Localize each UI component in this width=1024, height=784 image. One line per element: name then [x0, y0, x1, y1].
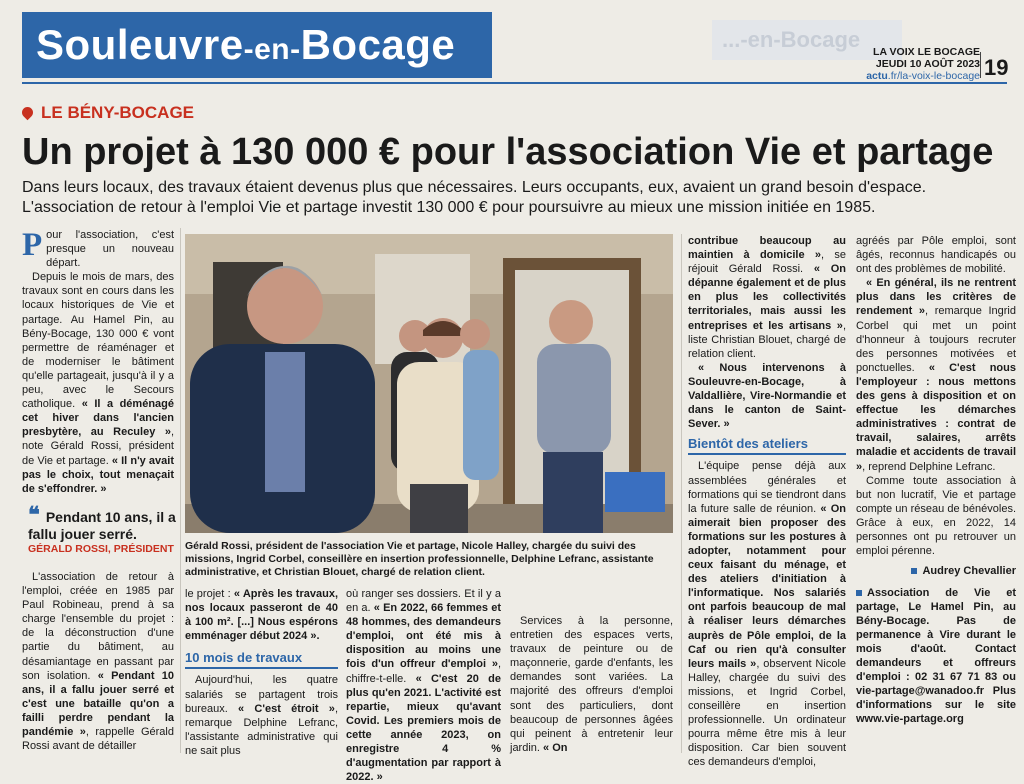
article-column-5: [856, 234, 1016, 726]
author-name: Audrey Chevallier: [922, 565, 1016, 578]
col2-p1: le projet :: [185, 588, 231, 600]
col4-p1-mid: , se réjouit Gérald Rossi.: [688, 249, 846, 276]
headline: Un projet à 130 000 € pour l'association Vie et partage: [22, 131, 994, 173]
col5-p2-quote2: « C'est nous l'employeur : nous mettons des gens à disposition et on effectue les démarches administratives : contrat de travail, salaires, arrêts maladie et accidents de travail »: [856, 361, 1016, 473]
col2-p2: Aujourd'hui, les quatre salariés se partagent trois bureaux.: [185, 674, 338, 715]
article-column-4: [688, 234, 846, 769]
pull-quote-text: Pendant 10 ans, il a fallu jouer serré.: [28, 509, 176, 542]
col4-p3-quote: « On aimerait bien proposer des formations sur les postures à adopter, notamment pour ceux faisant du ménage, et des ateliers d'initiation à l'informatique. Nos salariés ont parfois beaucoup de mal à réaliser leurs démarches auprès de Pôle emploi, de la Caf ou rien qu'à consulter leurs mails »: [688, 502, 846, 670]
site-rest: .fr/la-voix-le-bocage: [887, 70, 980, 82]
section-title-part1: Souleuvre: [36, 21, 244, 68]
col1-p2: Depuis le mois de mars, des travaux sont en cours dans les locaux historiques de Vie et partage. Au Hamel Pin, au Bény-Bocage, 130 000 € vont permettre de réaménager et de moderniser le bâtiment qu'elle partageait, jusqu'à il y a peu, avec le Secours catholique.: [22, 271, 174, 411]
col3-p1-mid: , chiffre-t-elle.: [346, 658, 501, 685]
col4-p3: L'équipe pense déjà aux assemblées générales et formations qui se tiendront dans la future salle de réunion.: [688, 460, 846, 515]
subhead-rule: [185, 667, 338, 669]
col4-p1-quote: contribue beaucoup au maintien à domicile »: [688, 235, 846, 262]
column-divider: [180, 228, 181, 753]
col3-p1-quote2: « C'est 20 de plus qu'en 2021. L'activité est repartie, mieux qu'avant Covid. Les premiers mois de cette année 2023, on enregistre 4 % d'augmentation par rapport à 2022. »: [346, 672, 501, 784]
subhead-travaux: 10 mois de travaux: [185, 650, 303, 666]
col3b-quote: « On: [543, 741, 568, 754]
col1-p3-quote: « Pendant 10 ans, il a fallu jouer serré et c'est une bataille qu'on a failli perdre pendant la pandémie »: [22, 669, 174, 739]
col5-p2-end: , reprend Delphine Lefranc.: [862, 460, 996, 473]
article-column-3b: [510, 614, 673, 755]
group-photo: [185, 234, 673, 533]
location-pin-icon: [20, 105, 36, 121]
col1-p3: L'association de retour à l'emploi, créée en 1985 par Paul Robineau, prend à sa charge l'ensemble du projet : de la déconstruction d'une partie du bâtiment, au désamiantage en passant par son isolation.: [22, 571, 174, 682]
col1-p2-quote2: « Il n'y avait pas le choix, tout menaçait de s'effondrer. »: [22, 454, 174, 495]
issue-date: JEUDI 10 AOÛT 2023: [875, 58, 980, 70]
pull-quote: [28, 502, 176, 555]
quote-mark-icon: ❝: [28, 502, 40, 527]
col1-p1: our l'association, c'est presque un nouveau départ.: [46, 229, 174, 270]
col3-p1: où ranger ses dossiers. Et il y a en a.: [346, 588, 501, 615]
subhead-rule-2: [688, 453, 846, 455]
info-square-icon: [856, 590, 862, 596]
pull-quote-attribution: GÉRALD ROSSI, PRÉSIDENT: [28, 543, 174, 555]
site-prefix: actu: [866, 70, 888, 82]
paper-name: LA VOIX LE BOCAGE: [873, 46, 980, 58]
article-column-2: [185, 587, 338, 758]
masthead: [810, 46, 980, 82]
header-rule: [22, 82, 1007, 84]
article-column-1-cont: [22, 570, 174, 753]
masthead-divider: [980, 52, 981, 78]
article-column-1: [22, 228, 174, 496]
page-number: 19: [984, 55, 1009, 80]
col5-p2-mid: , remarque Ingrid Corbel qui met un point d'honneur à toujours recruter des personnes motivées et ponctuelles.: [856, 305, 1016, 374]
col4-p3-mid: , observent Nicole Halley, chargée du suivi des missions, et Ingrid Corbel, conseillère en insertion professionnelle. Un ordinateur pourra même être mis à leur disposition. Car bien souvent ces demandeurs d'emploi,: [688, 657, 847, 769]
col5-p3: Comme toute association à but non lucratif, Vie et partage compte un réseau de bénévoles. Grâce à eux, en 2022, 14 personnes ont pu retrouver un emploi pérenne.: [856, 474, 1016, 558]
col2-p2-quote: « C'est étroit »: [238, 702, 335, 715]
col4-p1-quote2: « On dépanne également et de plus en plus les collectivités territoriales, mais aussi les entreprises et les artisans »: [688, 263, 846, 332]
col5-p2-quote: « En général, ils ne rentrent plus dans les critères de rendement »: [856, 277, 1016, 318]
section-title-part3: Bocage: [300, 21, 456, 68]
col1-p3-end: , rappelle Gérald Rossi avant de détailler: [22, 726, 174, 753]
info-box: [856, 586, 1016, 726]
col2-p1-quote: « Après les travaux, nos locaux passeront de 40 à 100 m². [...] Nous espérons emménager début 2024 ».: [185, 588, 338, 643]
byline-square-icon: [911, 568, 917, 574]
kicker: [22, 103, 194, 123]
kicker-text: LE BÉNY-BOCAGE: [41, 103, 195, 122]
col4-p2-quote: « Nous intervenons à Souleuvre-en-Bocage, à Valdallière, Vire-Normandie et dans le canton de Saint-Sever. »: [688, 361, 846, 431]
photo-caption: Gérald Rossi, président de l'association Vie et partage, Nicole Halley, chargée du suivi des missions, Ingrid Corbel, conseillère en insertion professionnelle, Delphine Lefranc, assistante administrative, et Christian Blouet, chargé de relation client.: [185, 540, 654, 578]
col5-p1: agréés par Pôle emploi, sont âgés, reconnus handicapés ou ont des problèmes de mobilité.: [856, 235, 1016, 276]
col3-p1-quote: « En 2022, 66 femmes et 48 hommes, des demandeurs d'emploi, ont été mis à disposition au moins une fois d'un offreur d'emploi »: [346, 602, 501, 671]
standfirst: Dans leurs locaux, des travaux étaient devenus plus que nécessaires. Leurs occupants, eux, avaient un grand besoin d'espace. L'association de retour à l'emploi Vie et partage investit 130 000 € pour poursuivre au mieux une mission initiée en 1985.: [22, 179, 927, 216]
col3b-p: Services à la personne, entretien des espaces verts, travaux de peinture ou de maçonnerie, garde d'enfants, les demandes sont variées. La majorité des offreurs d'emploi sont des particuliers, dont beaucoup de personnes âgées qui peinent à entretenir leur jardin.: [510, 615, 673, 754]
col2-p2-end: , remarque Delphine Lefranc, l'assistante administrative qui ne sait plus: [185, 702, 338, 757]
article-column-3: [346, 587, 501, 784]
col1-p2-end: , note Gérald Rossi, président de Vie et partage.: [22, 426, 174, 467]
column-divider-2: [681, 234, 682, 753]
drop-cap: P: [22, 227, 43, 263]
adjacent-page-tab: ...-en-Bocage: [712, 20, 902, 60]
subhead-ateliers: Bientôt des ateliers: [688, 436, 808, 452]
col1-p2-quote: « Il a déménagé cet hiver dans l'ancien presbytère, au Reculey »: [22, 398, 174, 439]
site-url[interactable]: [810, 70, 980, 82]
col4-p1-end: , liste Christian Blouet, chargé de relation client.: [688, 319, 846, 360]
info-text: Association de Vie et partage, Le Hamel Pin, au Bény-Bocage. Pas de permanence à Vire durant le mois d'août. Contact demandeurs et offreurs d'emploi : 02 31 67 71 83 ou vie-partage@wanadoo.fr Plus d'informations sur le site www.vie-partage.org: [856, 587, 1016, 726]
article-photo: [185, 234, 673, 533]
byline: [856, 564, 1016, 578]
section-title-banner: [22, 12, 492, 78]
section-title-part2: -en-: [243, 33, 301, 66]
